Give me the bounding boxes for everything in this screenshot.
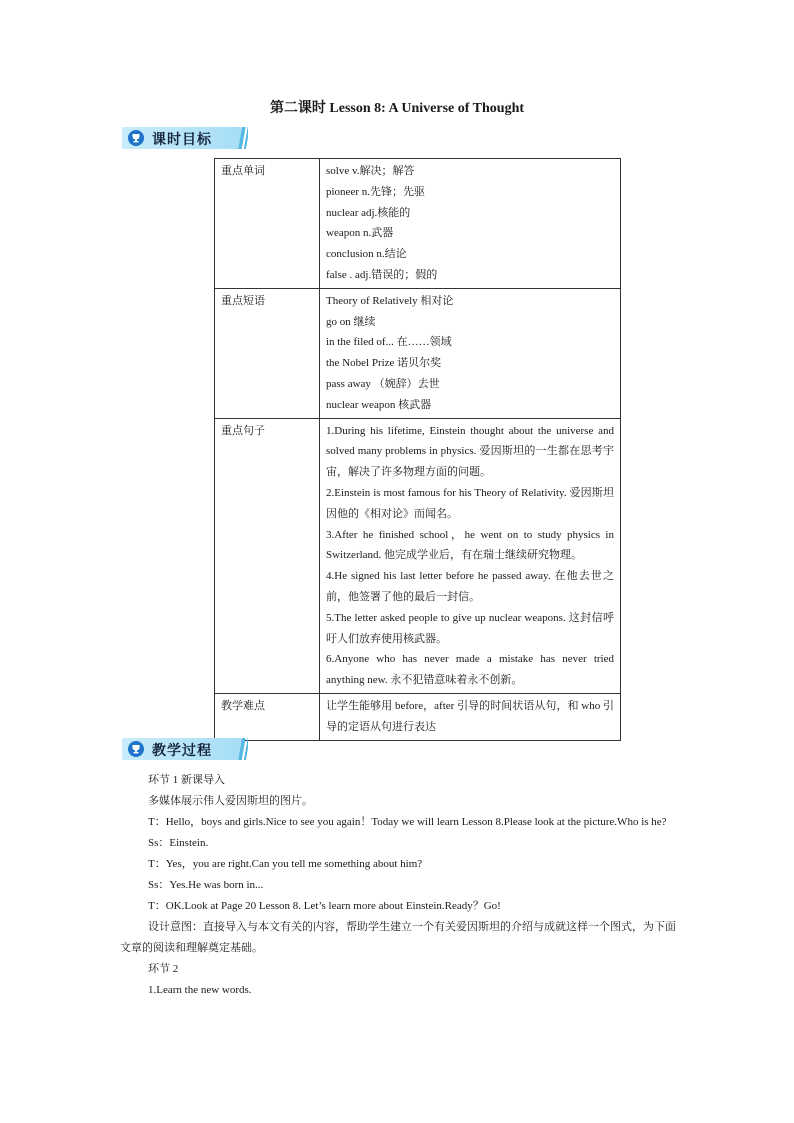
dialogue-line: T：Hello，boys and girls.Nice to see you again！Today we will learn Lesson 8.Please look at the picture.Who is he? xyxy=(148,816,667,828)
section-banner-process xyxy=(122,738,242,760)
table-line: go on 继续 xyxy=(326,315,376,328)
dialogue-line: Ss：Einstein. xyxy=(148,837,209,849)
table-line: 5.The letter asked people to give up nuclear weapons. 这封信呼吁人们放弃使用核武器。 xyxy=(326,611,614,645)
process-body xyxy=(120,770,680,1001)
section-label: 教学过程 xyxy=(152,743,212,759)
process-step-heading: 环节 2 xyxy=(148,963,179,975)
row-header: 重点单词 xyxy=(215,159,320,289)
trophy-icon xyxy=(128,130,144,146)
design-intent: 设计意图：直接导入与本文有关的内容，帮助学生建立一个有关爱因斯坦的介绍与成就这样一个图式，为下面文章的阅读和理解奠定基础。 xyxy=(120,921,676,954)
table-line: false . adj.错误的；假的 xyxy=(326,268,438,281)
trophy-icon xyxy=(128,741,144,757)
table-line: in the filed of... 在……领域 xyxy=(326,336,452,349)
table-line: conclusion n.结论 xyxy=(326,248,407,261)
row-header: 重点短语 xyxy=(215,288,320,418)
table-line: Theory of Relatively 相对论 xyxy=(326,294,454,307)
table-line: 2.Einstein is most famous for his Theory of Relativity. 爱因斯坦因他的《相对论》而闻名。 xyxy=(326,486,614,520)
dialogue-line: Ss：Yes.He was born in... xyxy=(148,879,264,891)
table-line: 3.After he finished school，he went on to study physics in Switzerland. 他完成学业后，有在瑞士继续研究物理。 xyxy=(326,528,614,562)
table-line: pioneer n.先锋；先驱 xyxy=(326,185,425,198)
table-line: the Nobel Prize 诺贝尔奖 xyxy=(326,357,442,370)
dialogue-line: T：Yes，you are right.Can you tell me something about him? xyxy=(148,858,423,870)
dialogue-line: T：OK.Look at Page 20 Lesson 8. Let’s learn more about Einstein.Ready？Go! xyxy=(148,900,501,912)
page-title: 第二课时 Lesson 8: A Universe of Thought xyxy=(269,101,525,116)
table-line: 4.He signed his last letter before he passed away. 在他去世之前，他签署了他的最后一封信。 xyxy=(326,570,614,603)
table-row xyxy=(215,418,621,693)
row-content xyxy=(320,693,621,740)
table-line: weapon n.武器 xyxy=(326,227,394,240)
row-content xyxy=(320,418,621,693)
process-paragraph: 多媒体展示伟人爱因斯坦的图片。 xyxy=(148,795,313,807)
section-banner-goals xyxy=(122,127,242,149)
table-row xyxy=(215,693,621,740)
process-step-heading: 环节 1 新课导入 xyxy=(148,774,225,786)
table-line: 让学生能够用 before，after 引导的时间状语从句，和 who 引导的定语从句进行表达 xyxy=(326,699,614,733)
goals-table xyxy=(214,158,621,741)
row-header: 教学难点 xyxy=(215,693,320,740)
table-line: nuclear adj.核能的 xyxy=(326,206,411,219)
process-paragraph: 1.Learn the new words. xyxy=(148,984,252,996)
section-label: 课时目标 xyxy=(152,132,212,148)
table-line: 6.Anyone who has never made a mistake has never tried anything new. 永不犯错意味着永不创新。 xyxy=(326,653,614,687)
table-line: pass away （婉辞）去世 xyxy=(326,377,440,390)
table-line: nuclear weapon 核武器 xyxy=(326,398,432,411)
row-content xyxy=(320,288,621,418)
row-content xyxy=(320,159,621,289)
row-header: 重点句子 xyxy=(215,418,320,693)
table-line: solve v.解决；解答 xyxy=(326,165,415,177)
banner-stripe xyxy=(238,738,248,760)
table-row xyxy=(215,159,621,289)
table-line: 1.During his lifetime, Einstein thought about the universe and solved many problems in physics. 爱因斯坦的一生都在思考宇宙，解决了许多物理方面的问题。 xyxy=(326,424,614,479)
table-row xyxy=(215,288,621,418)
banner-stripe xyxy=(238,127,248,149)
